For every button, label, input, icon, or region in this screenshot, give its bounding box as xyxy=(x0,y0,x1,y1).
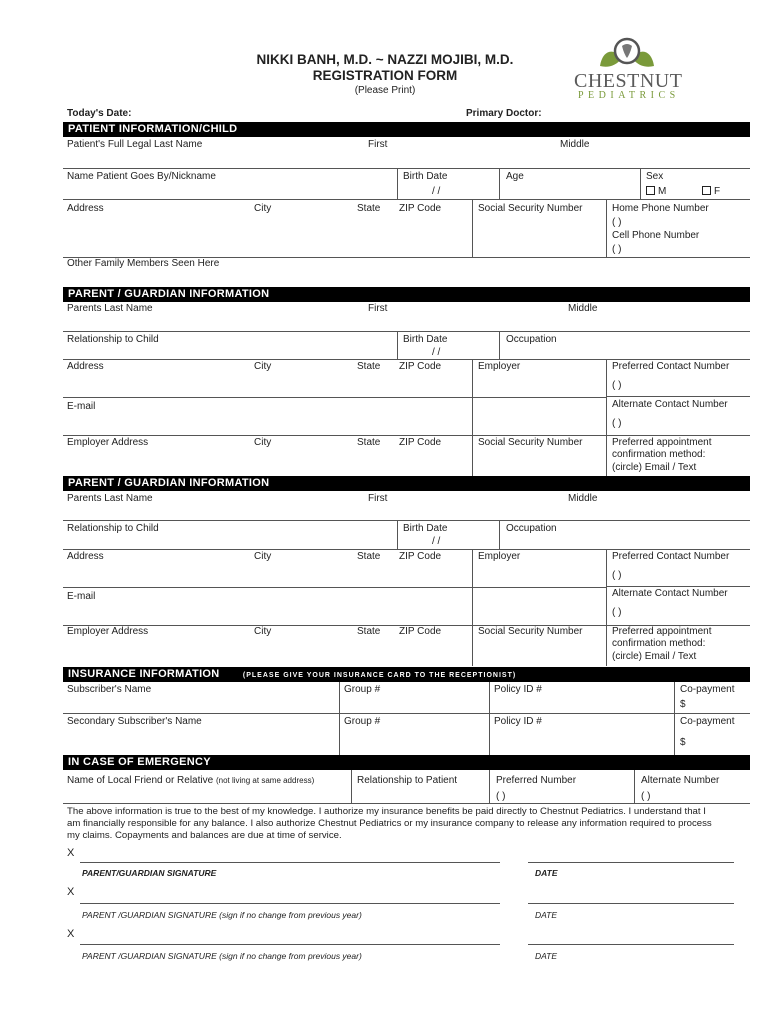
patient-state-label: State xyxy=(357,203,381,214)
date-label-2: DATE xyxy=(535,910,558,920)
g1-circle-options: (circle) Email / Text xyxy=(612,462,697,473)
g1-ssn-label: Social Security Number xyxy=(478,437,583,448)
logo xyxy=(572,36,682,104)
g2-alternate-contact-label: Alternate Contact Number xyxy=(612,588,728,599)
g1-emp-zip-label: ZIP Code xyxy=(399,437,442,448)
g1-last-name-label: Parents Last Name xyxy=(67,303,153,314)
g1-birth-date-slashes: / / xyxy=(432,347,441,358)
g2-occupation-label: Occupation xyxy=(506,523,557,534)
sex-f-checkbox[interactable]: F xyxy=(702,186,720,198)
g1-preferred-contact-label: Preferred Contact Number xyxy=(612,361,730,372)
g2-birth-date-label: Birth Date xyxy=(403,523,448,534)
g2-emp-state-label: State xyxy=(357,626,381,637)
emergency-friend-label: Name of Local Friend or Relative (not living at same address) xyxy=(67,775,315,786)
primary-doctor-label: Primary Doctor: xyxy=(466,108,542,119)
g1-occupation-label: Occupation xyxy=(506,334,557,345)
patient-full-name-label: Patient's Full Legal Last Name xyxy=(67,139,203,150)
g2-first-label: First xyxy=(368,493,388,504)
patient-address-label: Address xyxy=(67,203,104,214)
g1-emp-state-label: State xyxy=(357,437,381,448)
chestnut-leaf-icon xyxy=(572,36,682,74)
g2-emp-city-label: City xyxy=(254,626,272,637)
emergency-preferred-paren: ( ) xyxy=(496,791,506,802)
g2-employer-label: Employer xyxy=(478,551,521,562)
secondary-subscriber-label: Secondary Subscriber's Name xyxy=(67,716,202,727)
date-label-1: DATE xyxy=(535,868,558,878)
g2-alternate-contact-paren: ( ) xyxy=(612,607,622,618)
signature-line-2[interactable] xyxy=(80,903,500,904)
g2-preferred-contact-paren: ( ) xyxy=(612,570,622,581)
patient-birth-date-label: Birth Date xyxy=(403,171,448,182)
age-label: Age xyxy=(506,171,524,182)
g1-zip-label: ZIP Code xyxy=(399,361,442,372)
group-label: Group # xyxy=(344,684,381,695)
g1-birth-date-label: Birth Date xyxy=(403,334,448,345)
copay2-dollar: $ xyxy=(680,737,686,748)
date-label-3: DATE xyxy=(535,951,558,961)
policy2-label: Policy ID # xyxy=(494,716,542,727)
g1-preferred-contact-paren: ( ) xyxy=(612,380,622,391)
authorization-line-1: The above information is true to the best of my knowledge. I authorize my insurance benefits be paid directly to Chestnut Pediatrics. I understand that I xyxy=(67,806,706,817)
insurance-title: INSURANCE INFORMATION xyxy=(68,668,220,680)
signature-x-3: X xyxy=(67,928,75,940)
signature-x-2: X xyxy=(67,886,75,898)
insurance-note: (PLEASE GIVE YOUR INSURANCE CARD TO THE RECEPTIONIST) xyxy=(242,672,517,679)
date-line-2[interactable] xyxy=(528,903,734,904)
logo-text-bottom: PEDIATRICS xyxy=(578,90,680,101)
g1-city-label: City xyxy=(254,361,272,372)
signature-label-1: PARENT/GUARDIAN SIGNATURE xyxy=(82,868,217,878)
signature-label-2: PARENT /GUARDIAN SIGNATURE (sign if no change from previous year) xyxy=(82,910,362,920)
patient-middle-label: Middle xyxy=(560,139,590,150)
cell-phone-label: Cell Phone Number xyxy=(612,230,700,241)
signature-line-1[interactable] xyxy=(80,862,500,863)
g1-address-label: Address xyxy=(67,361,104,372)
g1-pref-appt-label: Preferred appointment xyxy=(612,437,712,448)
g1-employer-address-label: Employer Address xyxy=(67,437,149,448)
emergency-section-header: IN CASE OF EMERGENCY xyxy=(63,755,750,770)
g2-last-name-label: Parents Last Name xyxy=(67,493,153,504)
subscriber-label: Subscriber's Name xyxy=(67,684,152,695)
guardian2-section-header: PARENT / GUARDIAN INFORMATION xyxy=(63,476,750,491)
home-phone-label: Home Phone Number xyxy=(612,203,709,214)
other-family-label: Other Family Members Seen Here xyxy=(67,258,220,269)
date-line-1[interactable] xyxy=(528,862,734,863)
date-line-3[interactable] xyxy=(528,944,734,945)
g1-confirmation-label: confirmation method: xyxy=(612,449,706,460)
copay-dollar: $ xyxy=(680,699,686,710)
g1-emp-city-label: City xyxy=(254,437,272,448)
nickname-label: Name Patient Goes By/Nickname xyxy=(67,171,216,182)
guardian1-section-header: PARENT / GUARDIAN INFORMATION xyxy=(63,287,750,302)
patient-zip-label: ZIP Code xyxy=(399,203,442,214)
g1-email-label: E-mail xyxy=(67,401,96,412)
g1-relationship-label: Relationship to Child xyxy=(67,334,159,345)
patient-first-label: First xyxy=(368,139,388,150)
g2-confirmation-label: confirmation method: xyxy=(612,638,706,649)
g2-birth-date-slashes: / / xyxy=(432,536,441,547)
g1-first-label: First xyxy=(368,303,388,314)
cell-phone-paren: ( ) xyxy=(612,244,622,255)
patient-ssn-label: Social Security Number xyxy=(478,203,583,214)
signature-x-1: X xyxy=(67,847,75,859)
g2-city-label: City xyxy=(254,551,272,562)
sex-m-checkbox[interactable]: M xyxy=(646,186,666,198)
policy-label: Policy ID # xyxy=(494,684,542,695)
authorization-line-3: my claims. Copayments and balances are due at time of service. xyxy=(67,830,342,841)
g1-alternate-contact-label: Alternate Contact Number xyxy=(612,399,728,410)
g2-zip-label: ZIP Code xyxy=(399,551,442,562)
emergency-relationship-label: Relationship to Patient xyxy=(357,775,458,786)
doctors-title: NIKKI BANH, M.D. ~ NAZZI MOJIBI, M.D. xyxy=(256,52,514,67)
copay2-label: Co-payment xyxy=(680,716,735,727)
signature-line-3[interactable] xyxy=(80,944,500,945)
emergency-alternate-paren: ( ) xyxy=(641,791,651,802)
patient-section-header: PATIENT INFORMATION/CHILD xyxy=(63,122,750,137)
g2-preferred-contact-label: Preferred Contact Number xyxy=(612,551,730,562)
emergency-alternate-label: Alternate Number xyxy=(641,775,720,786)
home-phone-paren: ( ) xyxy=(612,217,622,228)
g2-ssn-label: Social Security Number xyxy=(478,626,583,637)
patient-birth-date-slashes: / / xyxy=(432,186,441,197)
signature-label-3: PARENT /GUARDIAN SIGNATURE (sign if no change from previous year) xyxy=(82,951,362,961)
g2-circle-options: (circle) Email / Text xyxy=(612,651,697,662)
g1-middle-label: Middle xyxy=(568,303,598,314)
emergency-preferred-label: Preferred Number xyxy=(496,775,577,786)
g1-state-label: State xyxy=(357,361,381,372)
g1-employer-label: Employer xyxy=(478,361,521,372)
please-print: (Please Print) xyxy=(354,85,416,96)
logo-text-top: CHESTNUT xyxy=(574,70,683,92)
copay-label: Co-payment xyxy=(680,684,735,695)
sex-label: Sex xyxy=(646,171,664,182)
insurance-section-header xyxy=(63,667,750,682)
form-title: REGISTRATION FORM xyxy=(312,68,458,83)
authorization-line-2: am financially responsible for any balance. I also authorize Chestnut Pediatrics or my insurance company to release any information required to process xyxy=(67,818,712,829)
patient-city-label: City xyxy=(254,203,272,214)
g2-middle-label: Middle xyxy=(568,493,598,504)
group2-label: Group # xyxy=(344,716,381,727)
todays-date-label: Today's Date: xyxy=(67,108,132,119)
g2-emp-zip-label: ZIP Code xyxy=(399,626,442,637)
g2-employer-address-label: Employer Address xyxy=(67,626,149,637)
g2-state-label: State xyxy=(357,551,381,562)
g2-address-label: Address xyxy=(67,551,104,562)
g2-email-label: E-mail xyxy=(67,591,96,602)
g2-pref-appt-label: Preferred appointment xyxy=(612,626,712,637)
g2-relationship-label: Relationship to Child xyxy=(67,523,159,534)
g1-alternate-contact-paren: ( ) xyxy=(612,418,622,429)
